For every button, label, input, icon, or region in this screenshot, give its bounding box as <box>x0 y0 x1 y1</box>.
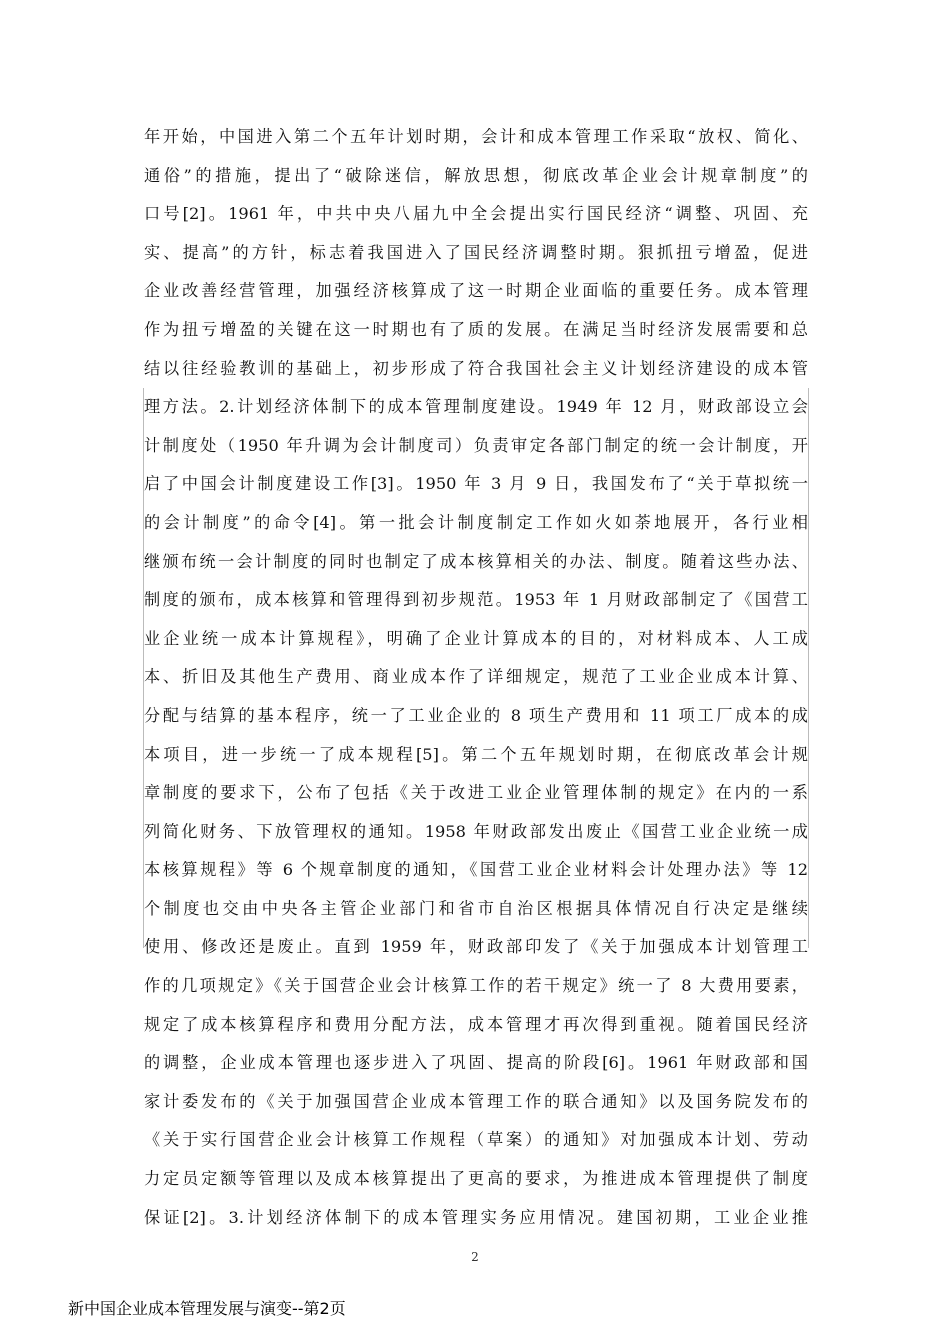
text-line: 的调整，企业成本管理也逐步进入了巩固、提高的阶段[6]。1961 年财政部和国 <box>144 1053 808 1073</box>
text-line: 个制度也交由中央各主管企业部门和省市自治区根据具体情况自行决定是继续 <box>144 898 808 918</box>
text-line: 本、折旧及其他生产费用、商业成本作了详细规定，规范了工业企业成本计算、 <box>144 667 808 687</box>
text-line: 家计委发布的《关于加强国营企业成本管理工作的联合通知》以及国务院发布的 <box>144 1091 808 1111</box>
text-line: 业企业统一成本计算规程》，明确了企业计算成本的目的，对材料成本、人工成 <box>144 628 808 648</box>
text-line: 作为扭亏增盈的关键在这一时期也有了质的发展。在满足当时经济发展需要和总 <box>144 319 808 339</box>
text-line: 继颁布统一会计制度的同时也制定了成本核算相关的办法、制度。随着这些办法、 <box>144 551 808 571</box>
text-line: 本核算规程》等 6 个规章制度的通知，《国营工业企业材料会计处理办法》等 12 <box>144 860 808 880</box>
text-line: 年开始，中国进入第二个五年计划时期，会计和成本管理工作采取“放权、简化、 <box>144 127 808 146</box>
text-line: 通俗”的措施，提出了“破除迷信，解放思想，彻底改革企业会计规章制度”的 <box>144 165 808 185</box>
text-line: 计制度处（1950 年升调为会计制度司）负责审定各部门制定的统一会计制度，开 <box>144 435 808 455</box>
text-line: 章制度的要求下，公布了包括《关于改进工业企业管理体制的规定》在内的一系 <box>144 783 808 803</box>
text-line: 本项目，进一步统一了成本规程[5]。第二个五年规划时期，在彻底改革会计规 <box>144 744 808 764</box>
text-line: 口号[2]。1961 年，中共中央八届九中全会提出实行国民经济“调整、巩固、充 <box>144 204 808 224</box>
text-line: 结以往经验教训的基础上，初步形成了符合我国社会主义计划经济建设的成本管 <box>144 358 808 378</box>
right-margin-line <box>808 388 809 948</box>
text-line: 力定员定额等管理以及成本核算提出了更高的要求，为推进成本管理提供了制度 <box>144 1169 808 1189</box>
text-line: 分配与结算的基本程序，统一了工业企业的 8 项生产费用和 11 项工厂成本的成 <box>144 705 808 725</box>
text-line: 制度的颁布，成本核算和管理得到初步规范。1953 年 1 月财政部制定了《国营工 <box>144 590 808 610</box>
text-line: 列简化财务、下放管理权的通知。1958 年财政部发出废止《国营工业企业统一成 <box>144 821 808 841</box>
text-line: 作的几项规定》《关于国营企业会计核算工作的若干规定》统一了 8 大费用要素， <box>144 976 808 996</box>
text-line: 使用、修改还是废止。直到 1959 年，财政部印发了《关于加强成本计划管理工 <box>144 937 808 957</box>
document-body <box>144 118 808 1237</box>
text-line: 启了中国会计制度建设工作[3]。1950 年 3 月 9 日，我国发布了“关于草拟统一 <box>144 474 808 494</box>
text-line: 保证[2]。3.计划经济体制下的成本管理实务应用情况。建国初期，工业企业推 <box>144 1207 808 1227</box>
text-line: 《关于实行国营企业会计核算工作规程（草案）的通知》对加强成本计划、劳动 <box>144 1130 808 1150</box>
text-line: 规定了成本核算程序和费用分配方法，成本管理才再次得到重视。随着国民经济 <box>144 1014 808 1034</box>
text-line: 企业改善经营管理，加强经济核算成了这一时期企业面临的重要任务。成本管理 <box>144 281 808 301</box>
page-number: 2 <box>471 1250 479 1264</box>
text-line: 的会计制度”的命令[4]。第一批会计制度制定工作如火如荼地展开，各行业相 <box>144 512 808 532</box>
text-line: 理方法。2.计划经济体制下的成本管理制度建设。1949 年 12 月，财政部设立会 <box>144 397 808 417</box>
text-line: 实、提高”的方针，标志着我国进入了国民经济调整时期。狠抓扭亏增盈，促进 <box>144 242 808 262</box>
footer-title: 新中国企业成本管理发展与演变--第2页 <box>68 1299 346 1318</box>
